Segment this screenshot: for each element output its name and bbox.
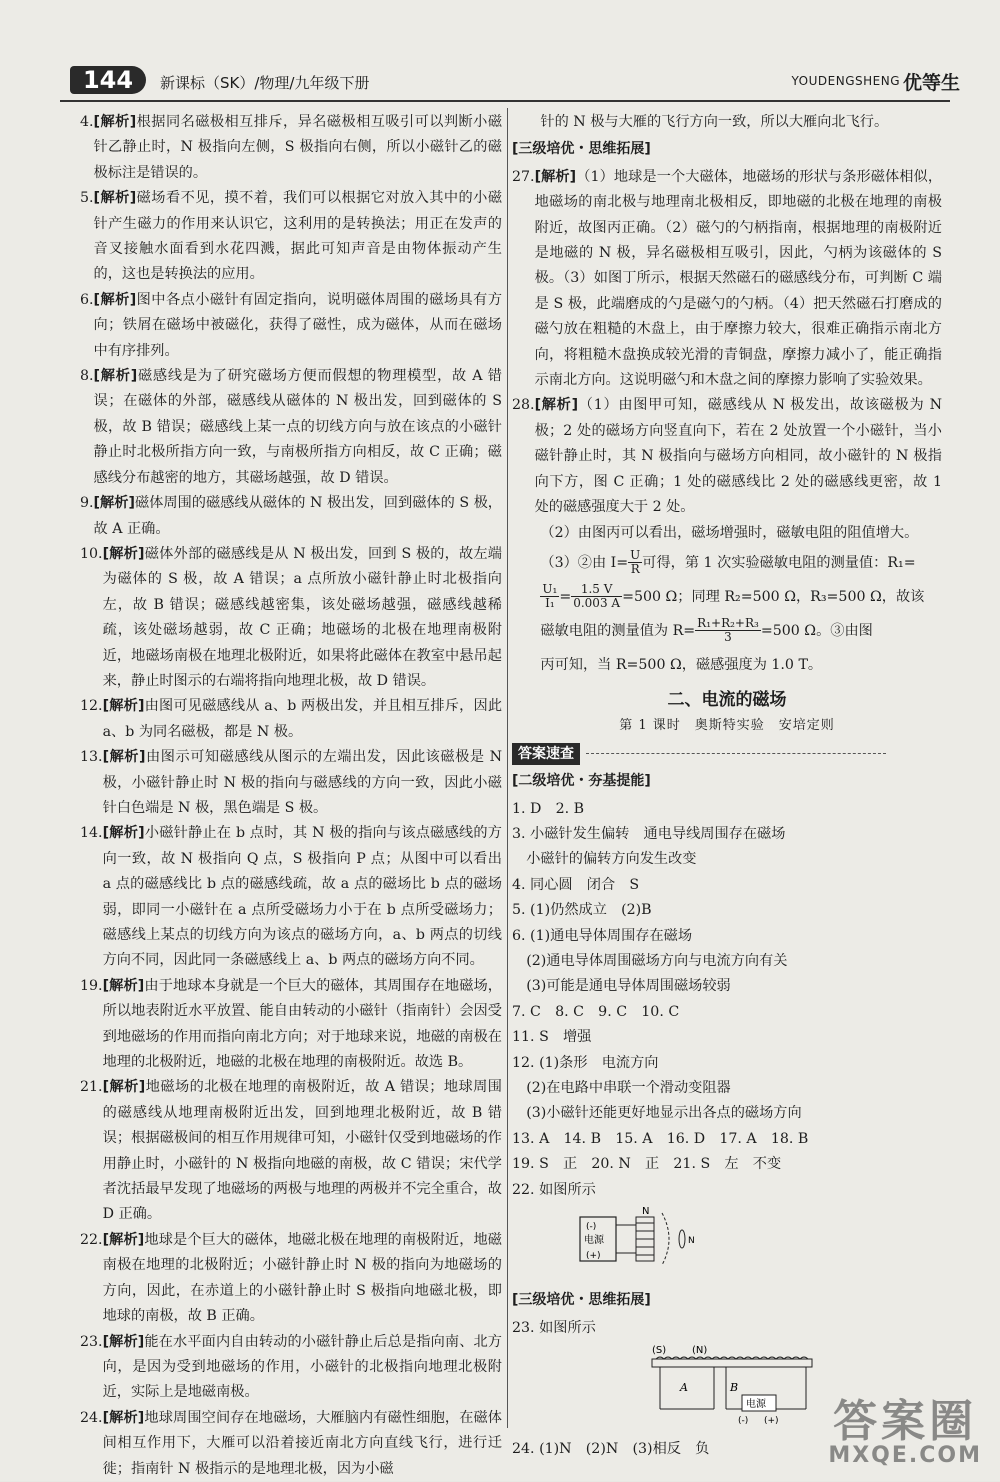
left-column [80, 110, 502, 1482]
answer-line: 12. (1)条形 电流方向 [512, 1054, 659, 1071]
answer-24: 24. (1)N (2)N (3)相反 负 [512, 1440, 710, 1457]
page-number: 144 [70, 66, 146, 94]
item-24-continued: 针的 N 极与大雁的飞行方向一致，所以大雁向北飞行。 [540, 114, 889, 130]
answer-line: 4. 同心圆 闭合 S [512, 876, 640, 893]
explanation-item: 21. [解析]地磁场的北极在地理的南极附近，故 A 错误；地球周围的磁感线从地理南极附近出发，回到地理北极附近，故 B 错误；根据磁极间的相互作用规律可知，小磁针仅受到地磁场的作用静止时，小磁针的 N 极指向地磁的南极，故 C 错误；宋代学者沈括最早发现了地磁场的两极与地理的两极并不完全重合，故 D 正确。 [80, 1079, 502, 1223]
book-title: 新课标（SK）/物理/九年级下册 [160, 74, 370, 92]
svg-text:(+): (+) [764, 1416, 779, 1426]
section-heading-level2: [二级培优・夯基提能] [512, 773, 651, 790]
explanation-item: 14. [解析]小磁针静止在 b 点时，其 N 极的指向与该点磁感线的方向一致，故 N 极指向 Q 点，S 极指向 P 点；从图中可以看出 a 点的磁感线比 b 点的磁感线疏，故 a 点的磁场比 b 点的磁场弱，即同一小磁针在 a 点所受磁场力小于在 b 点所受磁场力；磁感线上某点的切线方向为该点的磁场方向，a、b 两点的切线方向不同，因此同一条磁感线上 a、b 两点的磁场方向不同。 [80, 825, 502, 969]
explanation-item: 28. [解析]（1）由图甲可知，磁感线从 N 极发出，故该磁极为 N 极；2 处的磁场方向竖直向下，若在 2 处放置一个小磁针，当小磁针静止时，其 N 极指向与磁场方向相同，故小磁针的 N 极指向下方，图 C 正确；1 处的磁感线比 2 处的磁感线更密，故 1 处的磁感强度大于 2 处。 [512, 397, 943, 516]
answer-line: 3. 小磁针发生偏转 通电导线周围存在磁场 [512, 825, 786, 842]
answer-line: 1. D 2. B [512, 800, 585, 817]
brand-en: YOUDENGSHENG [791, 74, 900, 88]
explanation-item: 8. [解析]磁感线是为了研究磁场方便而假想的物理模型，故 A 错误；在磁体的外部，磁感线从磁体的 N 极出发，回到磁体的 S 极，故 B 错误；磁感线上某一点的切线方向与放在该点的小磁针静止时北极所指方向一致，与南极所指方向相反，故 C 正确；磁感线分布越密的地方，其磁场越强，故 D 错误。 [80, 368, 502, 486]
section-heading-level3: [三级培优・思维拓展] [512, 141, 651, 158]
explanation-item: 4. [解析]根据同名磁极相互排斥，异名磁极相互吸引可以判断小磁针乙静止时，N 极指向左侧，S 极指向右侧，所以小磁针乙的磁极标注是错误的。 [80, 114, 503, 181]
section-title: 二、电流的磁场 [667, 689, 787, 710]
answer-line: 13. A 14. B 15. A 16. D 17. A 18. B [512, 1130, 809, 1147]
lesson-title: 第 1 课时 奥斯特实验 安培定则 [619, 718, 835, 734]
svg-text:N: N [688, 1236, 695, 1247]
item-28-part3: （3）②由 I= $\frac{U}{R}$ 可得，第 1 次实验磁敏电阻的测量值：R₁= $\frac{\text{U₁}}{\text{I₁}}$ = $\frac{1.5 V}{0.003 A}$ =500 Ω；同理 R₂=500 Ω，R₃=500 Ω，故该 磁敏电阻的测量值为 R= $\frac{\text{R₁+R₂+R₃}}{3}$ =500 Ω。③由图 丙可知，当 R=500 Ω，磁感强度为 1.0 T。 [540, 548, 925, 673]
answer-line: 5. (1)仍然成立 (2)B [512, 902, 652, 919]
svg-text:(N): (N) [692, 1345, 708, 1357]
explanation-item: 22. [解析]地球是个巨大的磁体，地磁北极在地理的南极附近，地磁南极在地理的北极附近；小磁针静止时 N 极的指向为地磁场的方向，因此，在赤道上的小磁针静止时 S 极指向地磁北极，即地球的南极，故 B 正确。 [80, 1231, 502, 1325]
explanation-item: 27. [解析]（1）地球是一个大磁体，地磁场的形状与条形磁体相似，地磁场的南北极与地理南北极相反，即地磁的北极在地理的南极附近，故图丙正确。（2）磁勺的勺柄指南，根据地理的南极附近是地磁的 N 极，异名磁极相互吸引，因此，勺柄为该磁体的 S 极。（3）如图丁所示，根据天然磁石的磁感线分布，可判断 C 端是 S 极，此端磨成的勺是磁勺的勺柄。（4）把天然磁石打磨成的磁勺放在粗糙的木盘上，由于摩擦力较大，很难正确指示南北方向，将粗糙木盘换成较光滑的青铜盘，摩擦力减小了，能正确指示南北方向。这说明磁勺和木盘之间的摩擦力影响了实验效果。 [512, 168, 943, 389]
right-column [512, 110, 942, 1462]
svg-text:(-): (-) [738, 1416, 749, 1426]
answer-line: 19. S 正 20. N 正 21. S 左 不变 [512, 1156, 782, 1173]
svg-text:(+): (+) [586, 1251, 601, 1262]
page-header [60, 60, 960, 100]
explanation-item: 13. [解析]由图示可知磁感线从图示的左端出发，因此该磁极是 N 极，小磁针静止时 N 极的指向与磁感线的方向一致，因此小磁针白色端是 N 极，黑色端是 S 极。 [80, 749, 502, 816]
svg-text:电源: 电源 [746, 1399, 766, 1411]
dashed-rule [586, 753, 886, 754]
figure-22 [572, 1205, 752, 1275]
brand-cn: 优等生 [902, 72, 960, 94]
svg-text:(-): (-) [586, 1222, 597, 1233]
watermark-logo: 答案圈 MXQE.COM [828, 1396, 982, 1468]
explanation-item: 5. [解析]磁场看不见，摸不着，我们可以根据它对放入其中的小磁针产生磁力的作用来认识它，这利用的是转换法；用正在发声的音叉接触水面看到水花四溅，据此可知声音是由物体振动产生的，这也是转换法的应用。 [80, 190, 503, 283]
answer-line: 7. C 8. C 9. C 10. C [512, 1003, 680, 1020]
quick-answer-label: 答案速查 [512, 743, 580, 765]
answer-line: 6. (1)通电导体周围存在磁场 [512, 927, 693, 944]
explanation-item: 12. [解析]由图可见磁感线从 a、b 两极出发，并且相互排斥，因此 a、b 为同名磁极，都是 N 极。 [80, 698, 503, 740]
svg-text:电源: 电源 [584, 1235, 604, 1247]
header-rule [60, 100, 950, 102]
answer-line: (2)在电路中串联一个滑动变阻器 [512, 1080, 731, 1096]
answer-line: 小磁针的偏转方向发生改变 [512, 851, 697, 868]
svg-text:N: N [642, 1206, 650, 1218]
answer-list [512, 797, 942, 1204]
column-divider [507, 108, 508, 1428]
answer-line: (3)可能是通电导体周围磁场较弱 [512, 978, 731, 995]
answer-line: 11. S 增强 [512, 1029, 592, 1046]
section-heading-level3-b: [三级培优・思维拓展] [512, 1292, 651, 1309]
item-28-part2: （2）由图丙可以看出，磁场增强时，磁敏电阻的阻值增大。 [540, 524, 919, 541]
answer-line: (3)小磁针还能更好地显示出各点的磁场方向 [512, 1105, 802, 1122]
answer-line: (2)通电导体周围磁场方向与电流方向有关 [512, 952, 788, 969]
explanation-item: 10. [解析]磁体外部的磁感线是从 N 极出发，回到 S 极的，故左端为磁体的 S 极，故 A 错误；a 点所放小磁针静止时北极指向左，故 B 错误；磁感线越密集，该处磁场越强，磁感线越稀疏，该处磁场越弱，故 C 正确；地磁场的北极在地理南极附近，地磁场南极在地理北极附近，如果将此磁体在教室中悬吊起来，静止时图示的右端将指向地理北极，故 D 错误。 [80, 545, 502, 689]
svg-text:(S): (S) [652, 1345, 667, 1357]
explanation-item: 19. [解析]由于地球本身就是一个巨大的磁体，其周围存在地磁场，所以地表附近水平放置、能自由转动的小磁针（指南针）会因受到地磁场的作用而指向南北方向；对于地球来说，地磁的南极在地理的北极附近，地磁的北极在地理的南极附近。故选 B。 [80, 977, 502, 1071]
explanation-item: 9. [解析]磁体周围的磁感线从磁体的 N 极出发，回到磁体的 S 极，故 A 正确。 [80, 495, 502, 537]
svg-text:A: A [680, 1381, 688, 1395]
answer-line: 22. 如图所示 [512, 1181, 596, 1198]
explanation-item: 6. [解析]图中各点小磁针有固定指向，说明磁体周围的磁场具有方向；铁屑在磁场中被磁化，获得了磁性，成为磁体，从而在磁场中有序排列。 [80, 291, 503, 359]
explanation-item: 23. [解析]能在水平面内自由转动的小磁针静止后总是指向南、北方向，是因为受到地磁场的作用，小磁针的北极指向地理北极附近，实际上是地磁南极。 [80, 1333, 502, 1401]
answer-23: 23. 如图所示 [512, 1319, 596, 1336]
explanation-item: 24. [解析]地球周围空间存在地磁场，大雁脑内有磁性细胞，在磁体间相互作用下，大雁可以沿着接近南北方向直线飞行，进行迁徙；指南针 N 极指示的是地理北极，因为小磁 [80, 1409, 502, 1477]
svg-text:B: B [730, 1381, 739, 1395]
